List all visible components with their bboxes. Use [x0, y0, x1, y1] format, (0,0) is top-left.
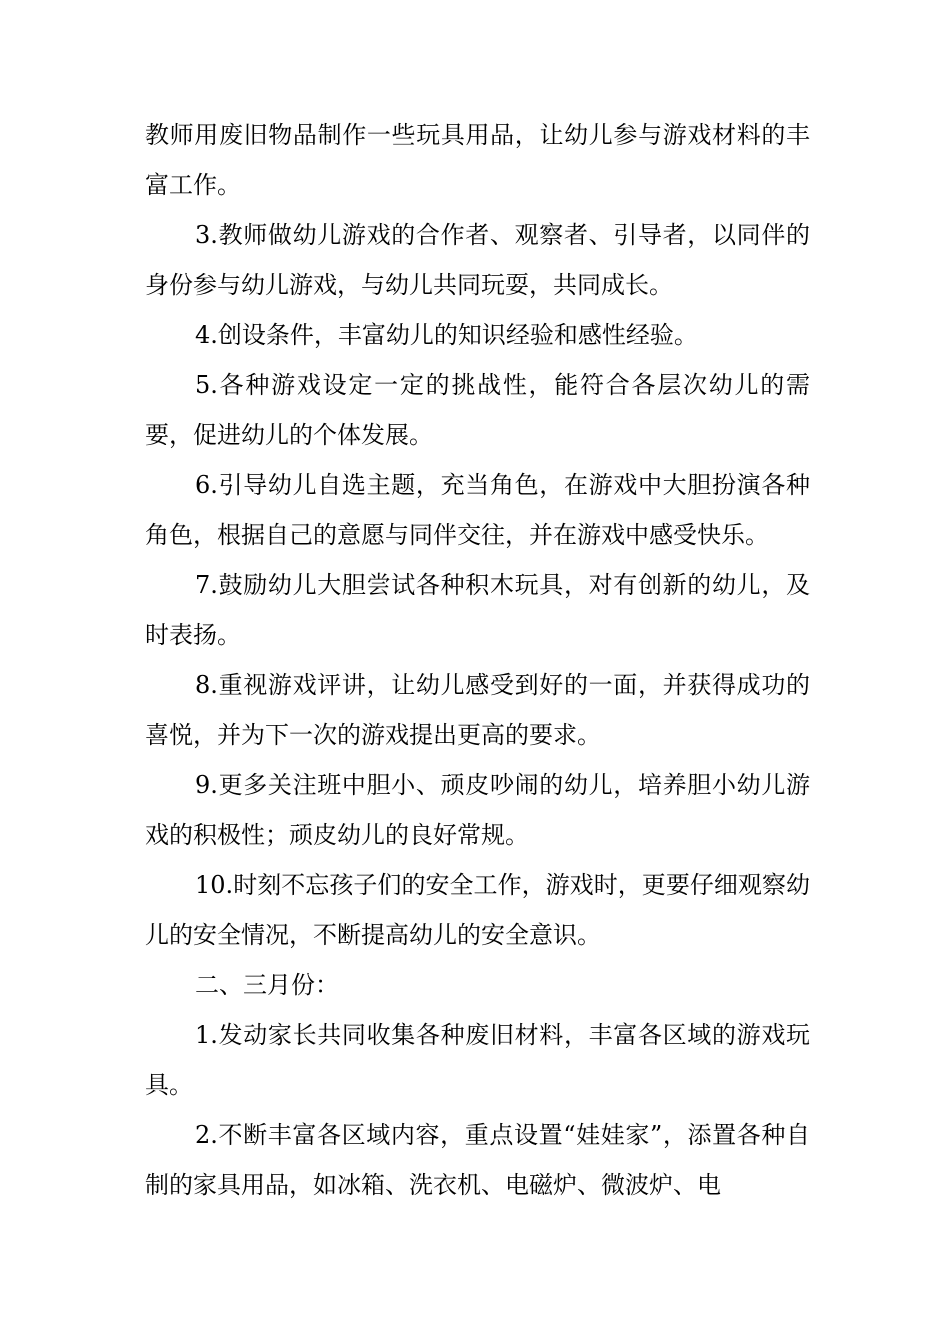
paragraph-march-item-1: 1.发动家长共同收集各种废旧材料，丰富各区域的游戏玩具。	[145, 1021, 810, 1099]
paragraph-item-5: 5.各种游戏设定一定的挑战性，能符合各层次幼儿的需要，促进幼儿的个体发展。	[145, 371, 810, 449]
document-body	[145, 110, 810, 1210]
section-heading-february-march: 二、三月份：	[195, 971, 339, 999]
paragraph-continuation: 教师用废旧物品制作一些玩具用品，让幼儿参与游戏材料的丰富工作。	[145, 121, 810, 199]
paragraph-item-9: 9.更多关注班中胆小、顽皮吵闹的幼儿，培养胆小幼儿游戏的积极性；顽皮幼儿的良好常规。	[145, 771, 810, 849]
paragraph-item-3: 3.教师做幼儿游戏的合作者、观察者、引导者，以同伴的身份参与幼儿游戏，与幼儿共同玩耍，共同成长。	[145, 221, 810, 299]
paragraph-item-7: 7.鼓励幼儿大胆尝试各种积木玩具，对有创新的幼儿，及时表扬。	[145, 571, 810, 649]
paragraph-item-8: 8.重视游戏评讲，让幼儿感受到好的一面，并获得成功的喜悦，并为下一次的游戏提出更高的要求。	[145, 671, 810, 749]
paragraph-march-item-2: 2.不断丰富各区域内容，重点设置“娃娃家”，添置各种自制的家具用品，如冰箱、洗衣机、电磁炉、微波炉、电	[145, 1121, 810, 1199]
paragraph-item-10: 10.时刻不忘孩子们的安全工作，游戏时，更要仔细观察幼儿的安全情况，不断提高幼儿的安全意识。	[145, 871, 810, 949]
paragraph-item-6: 6.引导幼儿自选主题，充当角色，在游戏中大胆扮演各种角色，根据自己的意愿与同伴交往，并在游戏中感受快乐。	[145, 471, 810, 549]
paragraph-item-4: 4.创设条件，丰富幼儿的知识经验和感性经验。	[195, 321, 698, 349]
